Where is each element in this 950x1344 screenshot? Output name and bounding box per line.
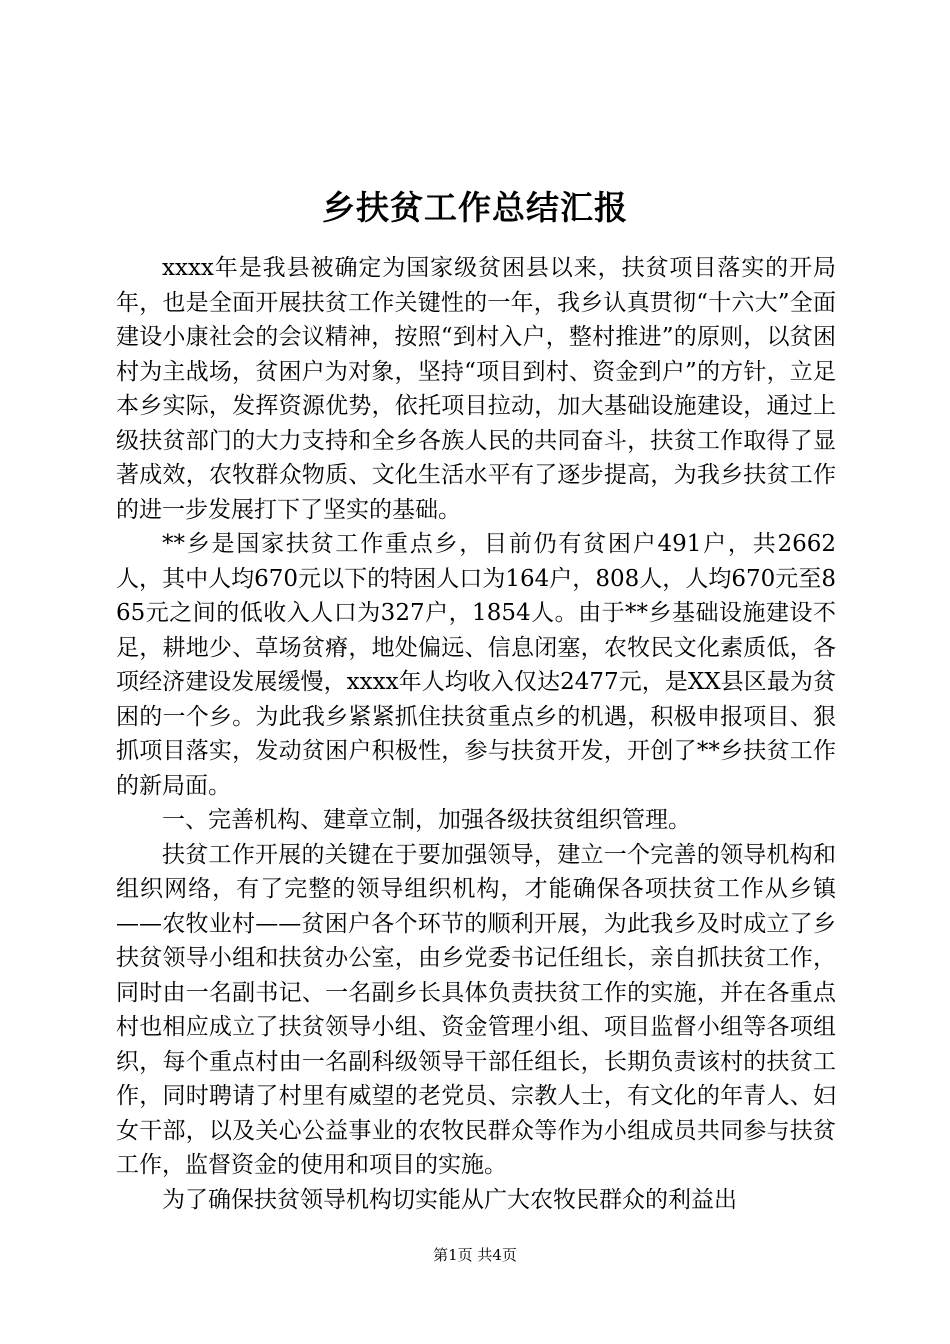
document-title: 乡扶贫工作总结汇报	[322, 188, 628, 227]
paragraph-continued: 为了确保扶贫领导机构切实能从广大农牧民群众的利益出	[162, 1186, 737, 1213]
page-number: 第1页 共4页	[433, 1246, 517, 1264]
paragraph-intro: xxxx年是我县被确定为国家级贫困县以来，扶贫项目落实的开局年，也是全面开展扶贫工作关键性的一年，我乡认真贯彻“十六大”全面建设小康社会的会议精神，按照“到村入户，整村推进”的原则，以贫困村为主战场，贫困户为对象，坚持“项目到村、资金到户”的方针，立足本乡实际，发挥资源优势，依托项目拉动，加大基础设施建设，通过上级扶贫部门的大力支持和全乡各族人民的共同奋斗，扶贫工作取得了显著成效，农牧群众物质、文化生活水平有了逐步提高，为我乡扶贫工作的进一步发展打下了坚实的基础。	[116, 255, 836, 523]
section-heading-1: 一、完善机构、建章立制，加强各级扶贫组织管理。	[162, 807, 691, 833]
document-body	[116, 251, 836, 1217]
paragraph-leadership: 扶贫工作开展的关键在于要加强领导，建立一个完善的领导机构和组织网络，有了完整的领导组织机构，才能确保各项扶贫工作从乡镇——农牧业村——贫困户各个环节的顺利开展，为此我乡及时成立了乡扶贫领导小组和扶贫办公室，由乡党委书记任组长，亲自抓扶贫工作，同时由一名副书记、一名副乡长具体负责扶贫工作的实施，并在各重点村也相应成立了扶贫领导小组、资金管理小组、项目监督小组等各项组织，每个重点村由一名副科级领导干部任组长，长期负责该村的扶贫工作，同时聘请了村里有威望的老党员、宗教人士，有文化的年青人、妇女干部，以及关心公益事业的农牧民群众等作为小组成员共同参与扶贫工作，监督资金的使用和项目的实施。	[116, 841, 836, 1178]
paragraph-poverty-status: **乡是国家扶贫工作重点乡，目前仍有贫困户491户，共2662人，其中人均670元以下的特困人口为164户，808人，人均670元至865元之间的低收入人口为327户，1854人。由于**乡基础设施建设不足，耕地少、草场贫瘠，地处偏远、信息闭塞，农牧民文化素质低，各项经济建设发展缓慢，xxxx年人均收入仅达2477元，是XX县区最为贫困的一个乡。为此我乡紧紧抓住扶贫重点乡的机遇，积极申报项目、狠抓项目落实，发动贫困户积极性，参与扶贫开发，开创了**乡扶贫工作的新局面。	[116, 531, 836, 799]
